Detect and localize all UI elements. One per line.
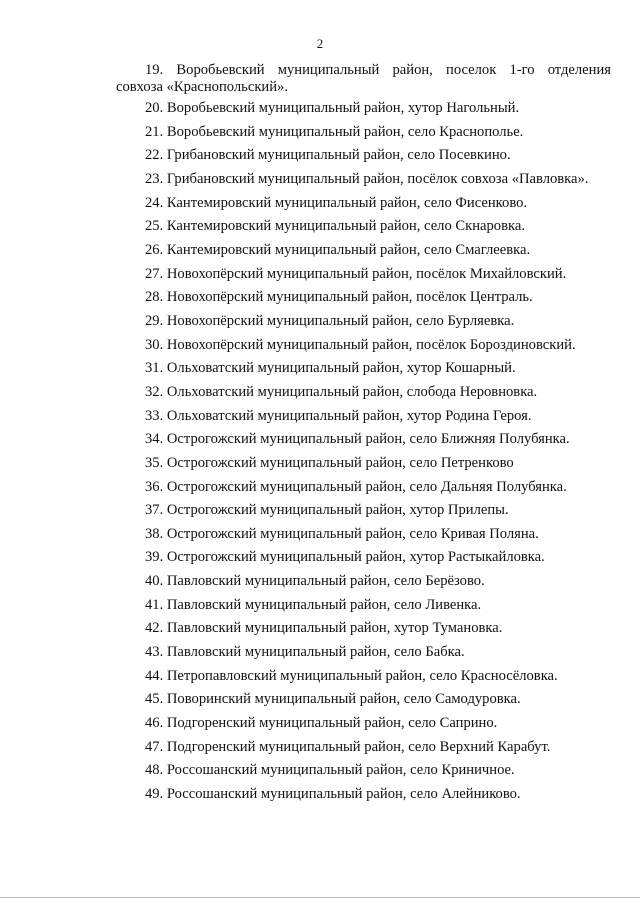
list-item: 28. Новохопёрский муниципальный район, посёлок Централь.: [145, 289, 533, 306]
list-item: 46. Подгоренский муниципальный район, село Саприно.: [145, 715, 498, 732]
list-item: 20. Воробьевский муниципальный район, хутор Нагольный.: [145, 100, 520, 116]
list-item: 38. Острогожский муниципальный район, село Кривая Поляна.: [145, 525, 539, 542]
list-item: 37. Острогожский муниципальный район, хутор Прилепы.: [145, 502, 509, 519]
list-item-19-line2: совхоза «Краснопольский».: [116, 79, 288, 95]
list-item: 27. Новохопёрский муниципальный район, посёлок Михайловский.: [145, 265, 567, 282]
list-item: 33. Ольховатский муниципальный район, хутор Родина Героя.: [145, 407, 532, 424]
list-item: 40. Павловский муниципальный район, село Берёзово.: [145, 573, 485, 590]
list-item-19-line1: 19. Воробьевский муниципальный район, поселок 1-го отделения: [145, 62, 611, 78]
settlement-list: [145, 97, 588, 807]
list-item: 35. Острогожский муниципальный район, село Петренково: [145, 454, 514, 471]
list-item: 36. Острогожский муниципальный район, село Дальняя Полубянка.: [145, 478, 567, 495]
list-item: 47. Подгоренский муниципальный район, село Верхний Карабут.: [145, 738, 551, 755]
list-item: 44. Петропавловский муниципальный район, село Красносёловка.: [145, 667, 558, 684]
list-item-19: [116, 62, 611, 96]
list-item: 42. Павловский муниципальный район, хутор Тумановка.: [145, 620, 503, 637]
list-item: 24. Кантемировский муниципальный район, село Фисенково.: [145, 194, 528, 211]
list-item: 31. Ольховатский муниципальный район, хутор Кошарный.: [145, 360, 516, 377]
list-item: 39. Острогожский муниципальный район, хутор Растыкайловка.: [145, 549, 545, 566]
list-item: 22. Грибановский муниципальный район, село Посевкино.: [145, 147, 511, 164]
list-item: 29. Новохопёрский муниципальный район, село Бурляевка.: [145, 312, 515, 329]
list-item: 30. Новохопёрский муниципальный район, посёлок Бороздиновский.: [145, 336, 576, 353]
list-item: 41. Павловский муниципальный район, село Ливенка.: [145, 596, 482, 613]
list-item: 45. Поворинский муниципальный район, село Самодуровка.: [145, 691, 521, 708]
list-item: 26. Кантемировский муниципальный район, село Смаглеевка.: [145, 241, 531, 258]
bottom-edge-line: [0, 897, 640, 898]
list-item: 21. Воробьевский муниципальный район, село Краснополье.: [145, 123, 524, 140]
list-item: 23. Грибановский муниципальный район, посёлок совхоза «Павловка».: [145, 170, 589, 187]
list-item: 43. Павловский муниципальный район, село Бабка.: [145, 644, 465, 661]
page-number: 2: [316, 36, 324, 51]
list-item: 48. Россошанский муниципальный район, село Криничное.: [145, 762, 515, 779]
list-item: 49. Россошанский муниципальный район, село Алейниково.: [145, 786, 521, 803]
list-item: 32. Ольховатский муниципальный район, слобода Неровновка.: [145, 383, 538, 400]
list-item: 34. Острогожский муниципальный район, село Ближняя Полубянка.: [145, 431, 570, 448]
list-item: 25. Кантемировский муниципальный район, село Скнаровка.: [145, 218, 525, 235]
